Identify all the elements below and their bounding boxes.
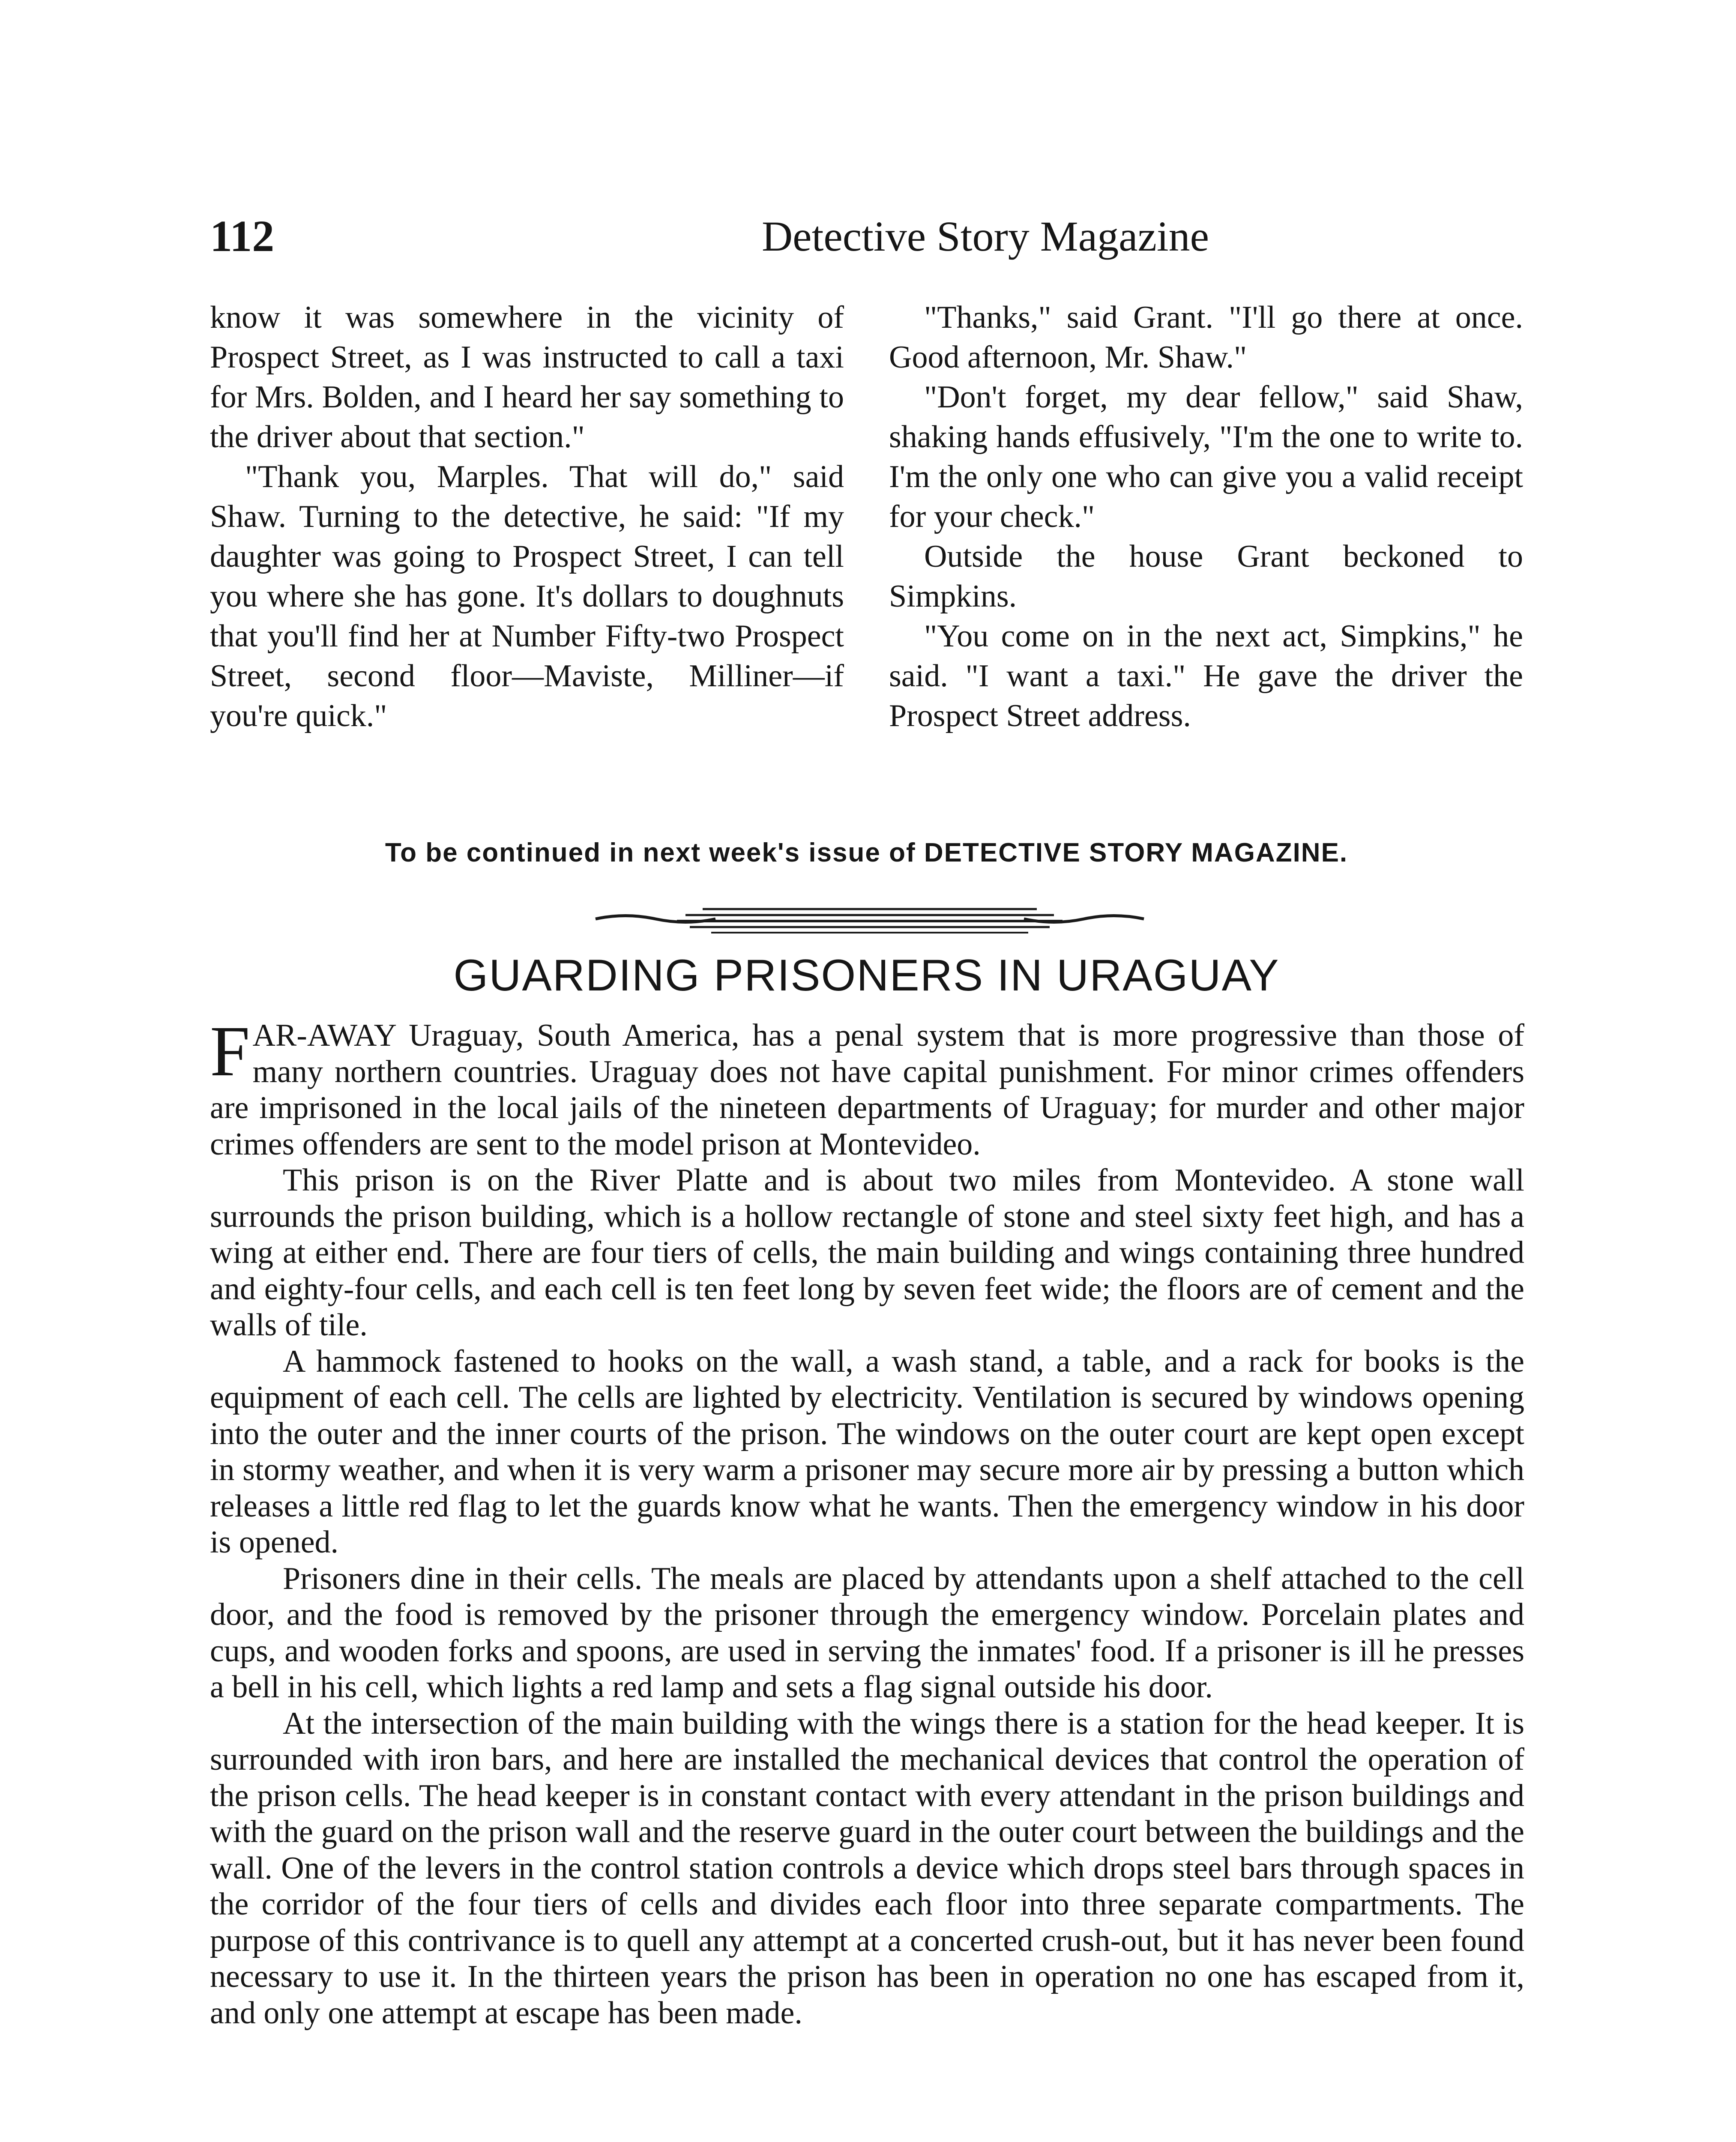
story-paragraph: "You come on in the next act, Simpkins," he said. "I want a taxi." He gave the driver the Prospect Street address. bbox=[889, 619, 1523, 733]
magazine-running-title: Detective Story Magazine bbox=[761, 212, 1209, 260]
story-paragraph: "Don't forget, my dear fellow," said Shaw, shaking hands effusively, "I'm the one to write to. I'm the only one who can give you a valid receipt for your check." bbox=[889, 380, 1523, 534]
article-body bbox=[210, 1011, 1524, 2031]
story-right-column bbox=[889, 298, 1523, 736]
article-paragraph: Prisoners dine in their cells. The meals are placed by attendants upon a shelf attached to the cell door, and the food is removed by the prisoner through the emergency window. Porcelain plates and cups, and wooden forks and spoons, are used in serving the inmates' food. If a prisoner is ill he presses a bell in his cell, which lights a red lamp and sets a flag signal outside his door. bbox=[210, 1561, 1524, 1705]
article-paragraph bbox=[210, 1011, 1524, 1162]
story-paragraph: "Thank you, Marples. That will do," said Shaw. Turning to the detective, he said: "If my daughter was going to Prospect Street, I can tell you where she has gone. It's dollars to doughnuts that you'll find her at Number Fifty-two Prospect Street, second floor—Maviste, Milliner—if you're quick." bbox=[210, 459, 844, 733]
drop-cap: F bbox=[210, 1011, 250, 1091]
article-paragraph: This prison is on the River Platte and is about two miles from Montevideo. A stone wall surrounds the prison building, which is a hollow rectangle of stone and steel sixty feet high, and has a wing at either end. There are four tiers of cells, the main building and wings containing three hundred and eighty-four cells, and each cell is ten feet long by seven feet wide; the floors are of cement and the walls of tile. bbox=[210, 1163, 1524, 1343]
article-paragraph: At the intersection of the main building with the wings there is a station for the head keeper. It is surrounded with iron bars, and here are installed the mechanical devices that control the operation of the prison cells. The head keeper is in constant contact with every attendant in the prison buildings and with the guard on the prison wall and the reserve guard in the outer court between the buildings and the wall. One of the levers in the control station controls a device which drops steel bars through spaces in the corridor of the four tiers of cells and divides each floor into three separate compartments. The purpose of this contrivance is to quell any attempt at a concerted crush-out, but it has never been found necessary to use it. In the thirteen years the prison has been in operation no one has escaped from it, and only one attempt at escape has been made. bbox=[210, 1705, 1524, 2031]
continued-note: To be continued in next week's issue of DETECTIVE STORY MAGAZINE. bbox=[385, 838, 1348, 868]
story-left-column bbox=[210, 298, 844, 736]
story-paragraph: "Thanks," said Grant. "I'll go there at once. Good afternoon, Mr. Shaw." bbox=[889, 300, 1523, 375]
article-title: GUARDING PRISONERS IN URAGUAY bbox=[453, 951, 1280, 1000]
page-number: 112 bbox=[210, 212, 275, 261]
article-paragraph: A hammock fastened to hooks on the wall, a wash stand, a table, and a rack for books is the equipment of each cell. The cells are lighted by electricity. Ventilation is secured by windows opening into the outer and the inner courts of the prison. The windows on the outer court are kept open except in stormy weather, and when it is very warm a prisoner may secure more air by pressing a button which releases a little red flag to let the guards know what he wants. Then the emergency window in his door is opened. bbox=[210, 1343, 1524, 1560]
section-divider-ornament bbox=[591, 900, 1148, 938]
story-paragraph: know it was somewhere in the vicinity of Prospect Street, as I was instructed to call a taxi for Mrs. Bolden, and I heard her say something to the driver about that section." bbox=[210, 300, 844, 455]
article-first-paragraph-text: AR-AWAY Uraguay, South America, has a penal system that is more progressive than those of many northern countries. Uraguay does not have capital punishment. For minor crimes offenders are imprisoned in the local jails of the nineteen departments of Uraguay; for murder and other major crimes offenders are sent to the model prison at Montevideo. bbox=[210, 1018, 1524, 1162]
story-paragraph: Outside the house Grant beckoned to Simpkins. bbox=[889, 539, 1523, 614]
